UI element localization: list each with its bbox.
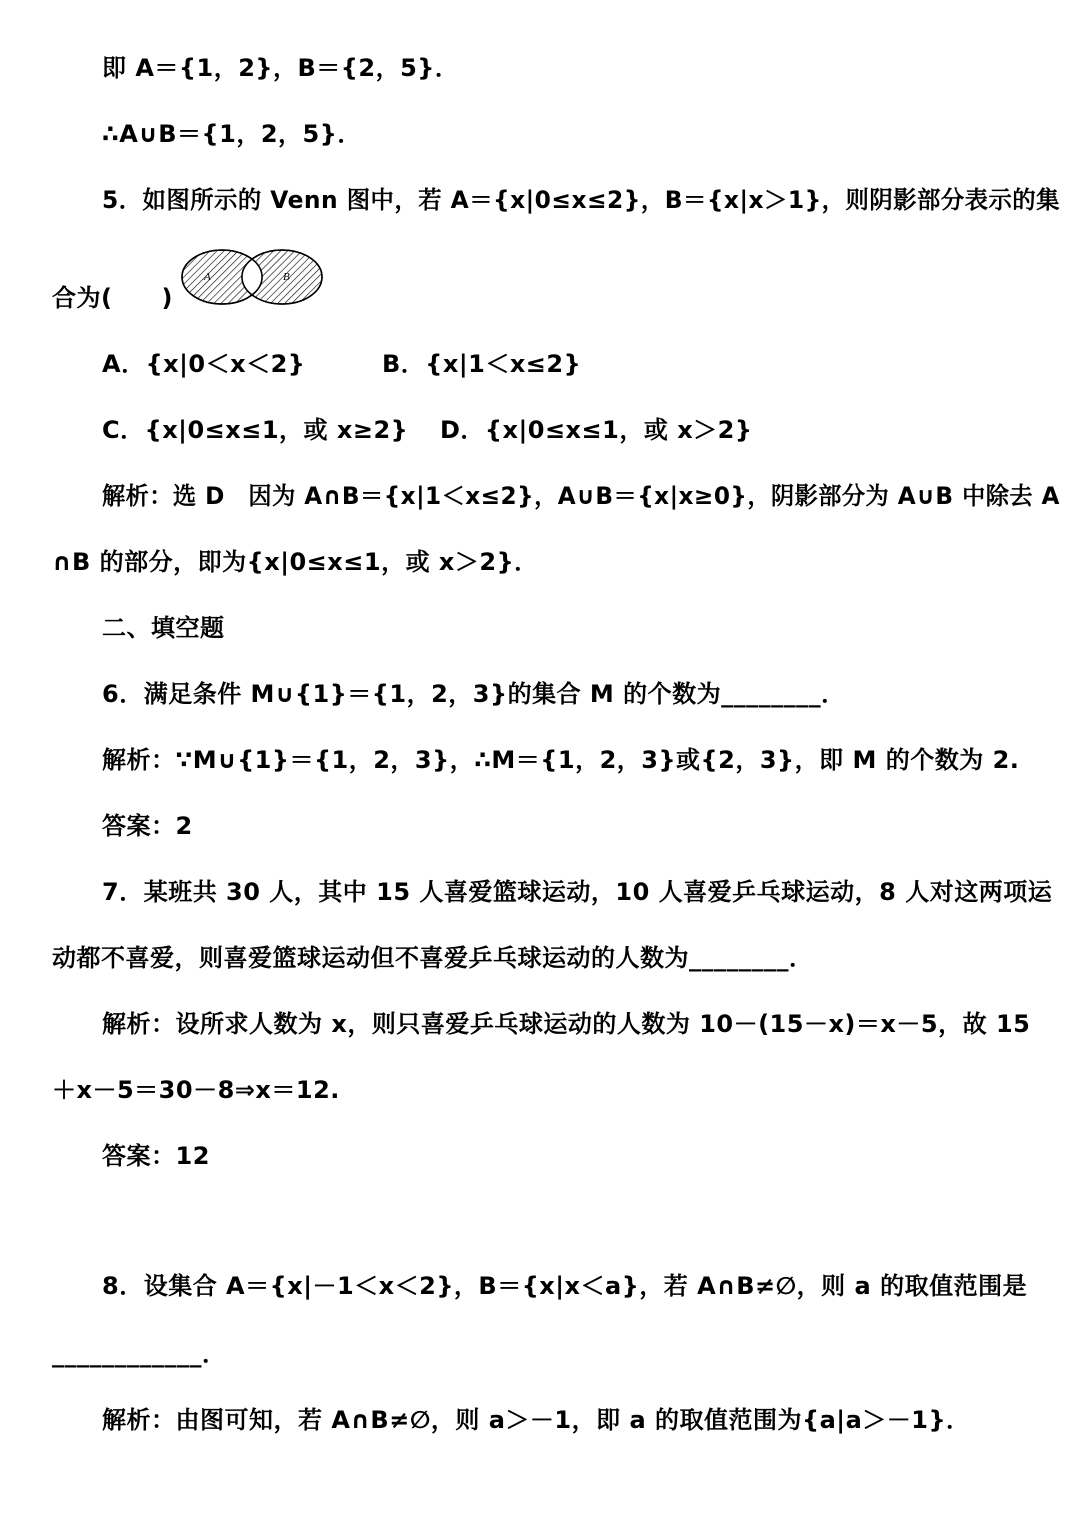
option-a: A．{x|0＜x＜2} [102,350,306,378]
option-b: B．{x|1＜x≤2} [382,350,582,378]
question-6: 6．满足条件 M∪{1}＝{1，2，3}的集合 M 的个数为________． [102,680,846,708]
venn-diagram [178,247,326,307]
solution-5-cont: ∩B 的部分，即为{x|0≤x≤1，或 x＞2}． [52,548,539,576]
question-8-cont: ____________． [52,1340,227,1368]
solution-5: 解析：选 D 因为 A∩B＝{x|1＜x≤2}，A∪B＝{x|x≥0}，阴影部分为 A∪B 中除去 A [102,482,1060,510]
venn-label-a: A [204,271,211,283]
answer-6: 答案：2 [102,812,193,840]
solution-7-cont: ＋x－5＝30－8⇒x＝12. [52,1076,340,1104]
section-heading-fill-blank: 二、填空题 [102,614,225,642]
solution-line-union: ∴A∪B＝{1，2，5}． [102,120,362,148]
answer-7: 答案：12 [102,1142,210,1170]
venn-label-b: B [283,271,290,283]
question-5-stem-cont: 合为( ) [52,284,173,312]
solution-6: 解析：∵M∪{1}＝{1，2，3}，∴M＝{1，2，3}或{2，3}，即 M 的个数为 2. [102,746,1020,774]
option-d: D．{x|0≤x≤1，或 x＞2} [440,416,753,444]
solution-line-sets: 即 A＝{1，2}，B＝{2，5}． [102,54,460,82]
solution-8: 解析：由图可知，若 A∩B≠∅，则 a＞－1，即 a 的取值范围为{a|a＞－1}． [102,1406,971,1434]
question-7-cont: 动都不喜爱，则喜爱篮球运动但不喜爱乒乓球运动的人数为________． [52,944,814,972]
question-7: 7．某班共 30 人，其中 15 人喜爱篮球运动，10 人喜爱乒乓球运动，8 人对这两项运 [102,878,1053,906]
solution-7: 解析：设所求人数为 x，则只喜爱乒乓球运动的人数为 10－(15－x)＝x－5，故 15 [102,1010,1031,1038]
question-8: 8．设集合 A＝{x|－1＜x＜2}，B＝{x|x＜a}，若 A∩B≠∅，则 a 的取值范围是 [102,1272,1028,1300]
option-c: C．{x|0≤x≤1，或 x≥2} [102,416,409,444]
question-5-stem: 5．如图所示的 Venn 图中，若 A＝{x|0≤x≤2}，B＝{x|x＞1}，则阴影部分表示的集 [102,186,1060,214]
